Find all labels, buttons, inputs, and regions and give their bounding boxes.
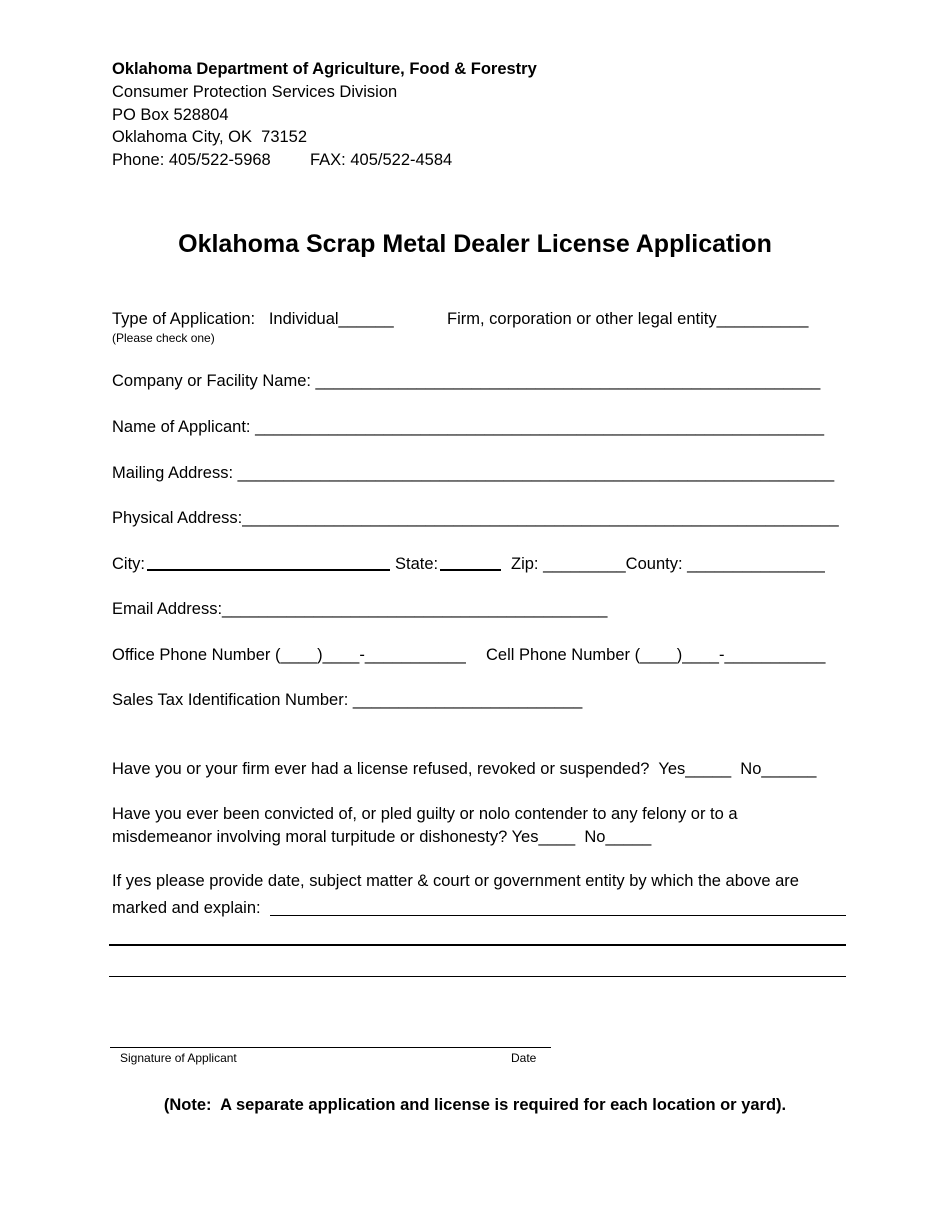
date-label: Date — [511, 1051, 537, 1065]
city-state-zip: Oklahoma City, OK 73152 — [112, 128, 308, 146]
explain-instruction: If yes please provide date, subject matter & court or government entity by which the above are — [112, 872, 799, 890]
convicted-question-line1: Have you ever been convicted of, or pled guilty or nolo contender to any felony or to a — [112, 805, 738, 823]
state-label: State: — [395, 555, 439, 573]
division-name: Consumer Protection Services Division — [112, 83, 398, 101]
footer-note: (Note: A separate application and license is required for each location or yard). — [163, 1096, 787, 1114]
city-field-line[interactable] — [147, 569, 390, 571]
office-phone-field[interactable]: Office Phone Number (____)____-___________ — [112, 646, 466, 664]
convicted-question-line2[interactable]: misdemeanor involving moral turpitude or dishonesty? Yes____ No_____ — [112, 828, 652, 846]
sales-tax-id-field[interactable]: Sales Tax Identification Number: _________________________ — [112, 691, 583, 709]
email-field[interactable]: Email Address:__________________________________________ — [112, 600, 608, 618]
applicant-name-field[interactable]: Name of Applicant: ______________________________________________________________ — [112, 418, 825, 436]
po-box: PO Box 528804 — [112, 106, 229, 124]
signature-label: Signature of Applicant — [120, 1051, 237, 1065]
type-of-application-individual[interactable]: Type of Application: Individual______ — [112, 310, 394, 328]
explain-label: marked and explain: — [112, 899, 261, 917]
phone-number: Phone: 405/522-5968 — [112, 151, 271, 169]
city-label: City: — [112, 555, 145, 573]
check-one-hint: (Please check one) — [112, 331, 215, 345]
signature-line[interactable] — [110, 1047, 551, 1048]
physical-address-field[interactable]: Physical Address:_________________________________________________________________ — [112, 509, 839, 527]
agency-name: Oklahoma Department of Agriculture, Food & Forestry — [112, 60, 537, 78]
mailing-address-field[interactable]: Mailing Address: _________________________________________________________________ — [112, 464, 835, 482]
zip-county-field[interactable]: Zip: _________County: _______________ — [511, 555, 825, 573]
explain-line-1[interactable] — [270, 915, 846, 916]
explain-line-2[interactable] — [109, 944, 846, 946]
company-name-field[interactable]: Company or Facility Name: _______________________________________________________ — [112, 372, 821, 390]
license-refused-question[interactable]: Have you or your firm ever had a license refused, revoked or suspended? Yes_____ No______ — [112, 760, 817, 778]
state-field-line[interactable] — [440, 569, 501, 571]
type-of-application-entity[interactable]: Firm, corporation or other legal entity__________ — [447, 310, 809, 328]
cell-phone-field[interactable]: Cell Phone Number (____)____-___________ — [486, 646, 826, 664]
fax-number: FAX: 405/522-4584 — [310, 151, 453, 169]
page-title: Oklahoma Scrap Metal Dealer License Application — [178, 230, 772, 258]
explain-line-3[interactable] — [109, 976, 846, 977]
